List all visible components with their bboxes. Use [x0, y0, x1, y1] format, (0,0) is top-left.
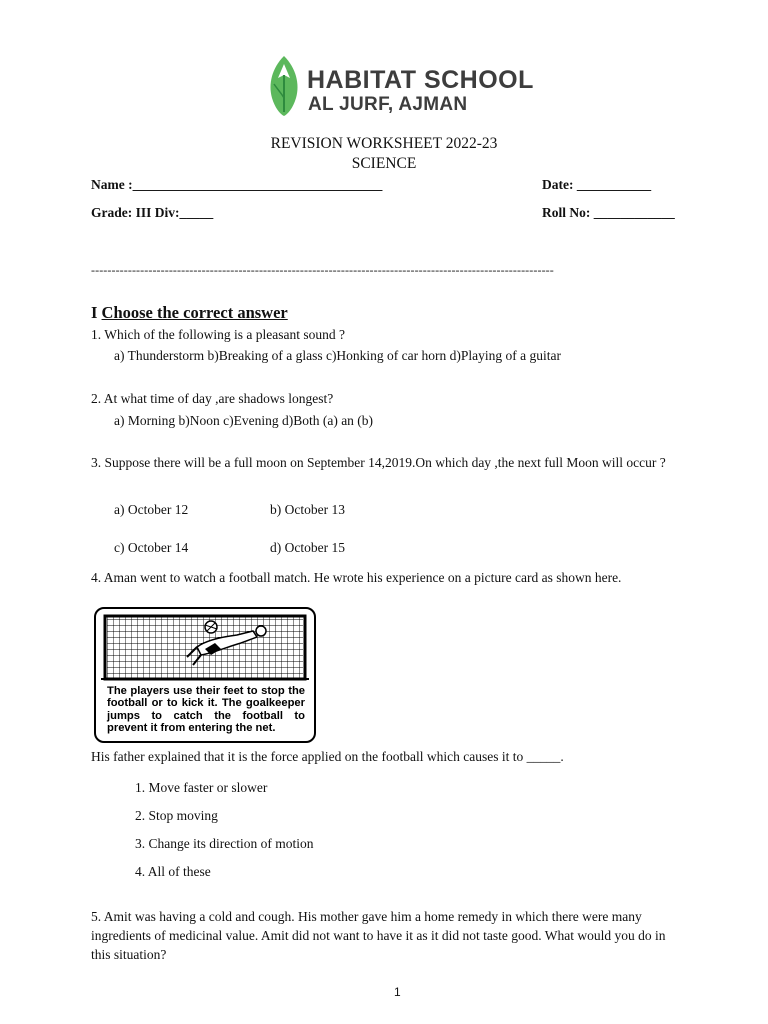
question-3-option-b: b) October 13 — [270, 502, 345, 517]
section-title: Choose the correct answer — [101, 303, 288, 322]
question-3-option-a: a) October 12 — [114, 502, 189, 517]
question-4-option-4: 4. All of these — [135, 864, 211, 879]
worksheet-subject: SCIENCE — [351, 155, 417, 172]
school-name: HABITAT SCHOOL — [307, 66, 534, 94]
question-1: 1. Which of the following is a pleasant sound ? — [91, 327, 345, 342]
goal-net-illustration — [101, 613, 309, 681]
question-3-option-c: c) October 14 — [114, 540, 189, 555]
dashed-separator: ----------------------------------------------------------------------------------------------------------------- — [91, 263, 554, 277]
question-4-option-2: 2. Stop moving — [135, 808, 218, 823]
question-4-followup: His father explained that it is the force applied on the football which causes it to _____. — [91, 749, 564, 764]
section-heading — [91, 303, 288, 323]
question-5: 5. Amit was having a cold and cough. His mother gave him a home remedy in which there were many ingredients of medicinal value. Amit did not want to have it as it did not taste good. What would you do in this situation? — [91, 909, 666, 962]
leaf-pen-icon — [266, 54, 302, 118]
school-location: AL JURF, AJMAN — [308, 94, 468, 115]
section-number: I — [91, 303, 98, 322]
question-3-option-d: d) October 15 — [270, 540, 345, 555]
question-1-options: a) Thunderstorm b)Breaking of a glass c)Honking of car horn d)Playing of a guitar — [114, 348, 562, 363]
question-3: 3. Suppose there will be a full moon on September 14,2019.On which day ,the next full Moon will occur ? — [91, 455, 666, 470]
worksheet-title: REVISION WORKSHEET 2022-23 — [270, 135, 498, 152]
question-4: 4. Aman went to watch a football match. He wrote his experience on a picture card as shown here. — [91, 570, 622, 585]
question-4-option-3: 3. Change its direction of motion — [135, 836, 314, 851]
picture-card-text: The players use their feet to stop the football or to kick it. The goalkeeper jumps to catch the football to prevent it from entering the net. — [107, 685, 305, 735]
question-4-option-1: 1. Move faster or slower — [135, 780, 268, 795]
question-2-options: a) Morning b)Noon c)Evening d)Both (a) an (b) — [114, 413, 374, 428]
page-number: 1 — [394, 985, 401, 999]
roll-field: Roll No: ____________ — [542, 205, 675, 220]
question-2: 2. At what time of day ,are shadows longest? — [91, 391, 334, 406]
name-field: Name :_____________________________________ — [91, 177, 383, 192]
school-logo — [262, 52, 534, 122]
picture-card — [94, 607, 316, 743]
date-field: Date: ___________ — [542, 177, 652, 192]
grade-field: Grade: III Div:_____ — [91, 205, 214, 220]
